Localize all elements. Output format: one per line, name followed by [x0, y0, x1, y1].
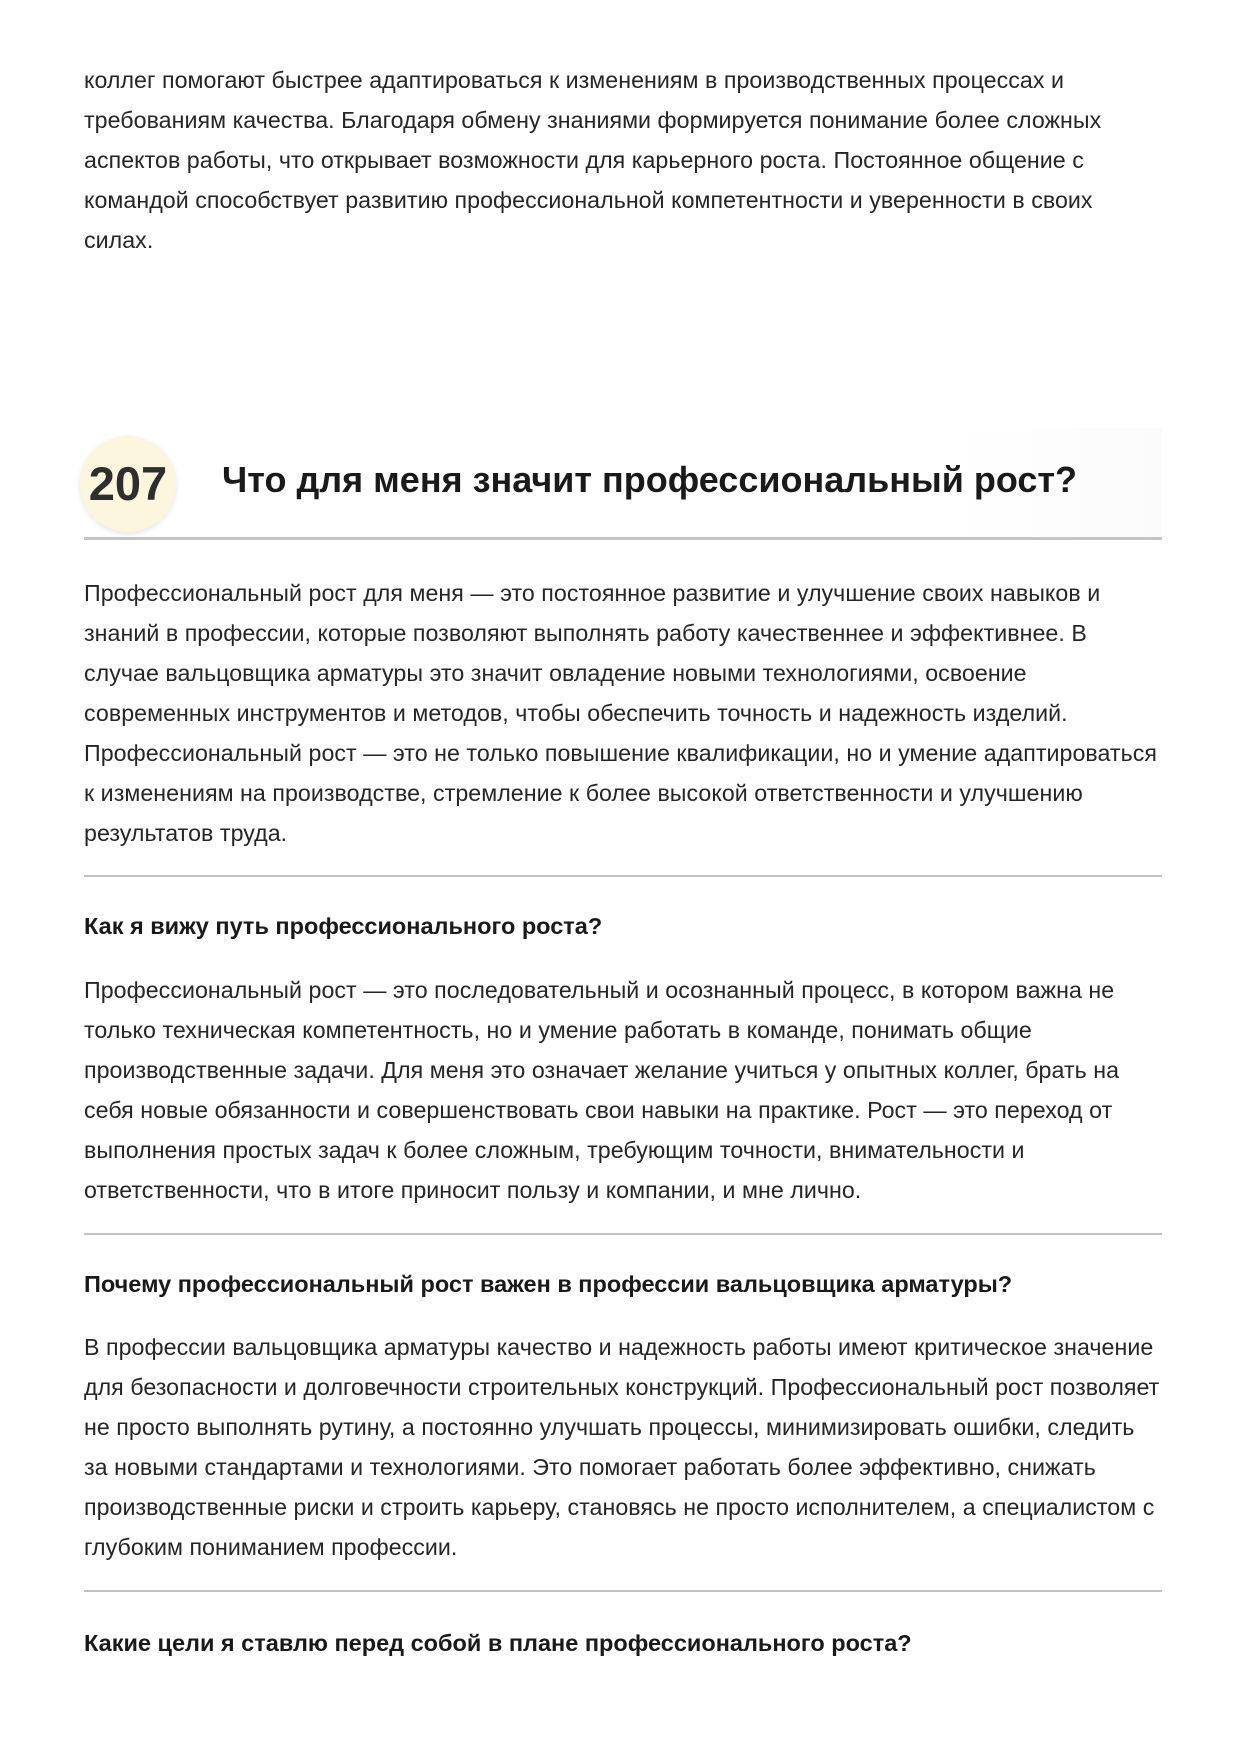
- answer-block-2: [84, 1327, 1162, 1567]
- answer-block-1: [84, 970, 1162, 1210]
- question-heading: Какие цели я ставлю перед собой в плане профессионального роста?: [84, 1630, 912, 1656]
- section-body: Профессиональный рост для меня — это постоянное развитие и улучшение своих навыков и знаний в профессии, которые позволяют выполнять работу качественнее и эффективнее. В случае вальцовщика арматуры это значит овладение новыми технологиями, освоение современных инструментов и методов, чтобы обеспечить точность и надежность изделий. Профессиональный рост — это не только повышение квалификации, но и умение адаптироваться к изменениям на производстве, стремление к более высокой ответственности и улучшению результатов труда.: [84, 580, 1157, 846]
- intro-paragraph: коллег помогают быстрее адаптироваться к изменениям в производственных процессах и требованиям качества. Благодаря обмену знаниями формируется понимание более сложных аспектов работы, что открывает возможности для карьерного роста. Постоянное общение с командой способствует развитию профессиональной компетентности и уверенности в своих силах.: [84, 67, 1102, 253]
- question-block-2: [84, 1264, 1162, 1304]
- question-heading: Почему профессиональный рост важен в профессии вальцовщика арматуры?: [84, 1271, 1013, 1297]
- divider: [84, 875, 1162, 877]
- divider: [84, 1590, 1162, 1592]
- section-number: 207: [88, 457, 168, 510]
- section-number-badge: [80, 436, 176, 532]
- section-header: [84, 428, 1162, 540]
- question-block-3: [84, 1623, 1162, 1663]
- intro-block: [84, 60, 1162, 260]
- question-heading: Как я вижу путь профессионального роста?: [84, 913, 603, 939]
- answer-paragraph: В профессии вальцовщика арматуры качество и надежность работы имеют критическое значение для безопасности и долговечности строительных конструкций. Профессиональный рост позволяет не просто выполнять рутину, а постоянно улучшать процессы, минимизировать ошибки, следить за новыми стандартами и технологиями. Это помогает работать более эффективно, снижать производственные риски и строить карьеру, становясь не просто исполнителем, а специалистом с глубоким пониманием профессии.: [84, 1334, 1160, 1560]
- section-body-block: [84, 573, 1162, 853]
- question-block-1: [84, 906, 1162, 946]
- answer-paragraph: Профессиональный рост — это последовательный и осознанный процесс, в котором важна не только техническая компетентность, но и умение работать в команде, понимать общие производственные задачи. Для меня это означает желание учиться у опытных коллег, брать на себя новые обязанности и совершенствовать свои навыки на практике. Рост — это переход от выполнения простых задач к более сложным, требующим точности, внимательности и ответственности, что в итоге приносит пользу и компании, и мне лично.: [84, 977, 1120, 1203]
- section-title: Что для меня значит профессиональный рост?: [222, 459, 1077, 500]
- divider: [84, 1233, 1162, 1235]
